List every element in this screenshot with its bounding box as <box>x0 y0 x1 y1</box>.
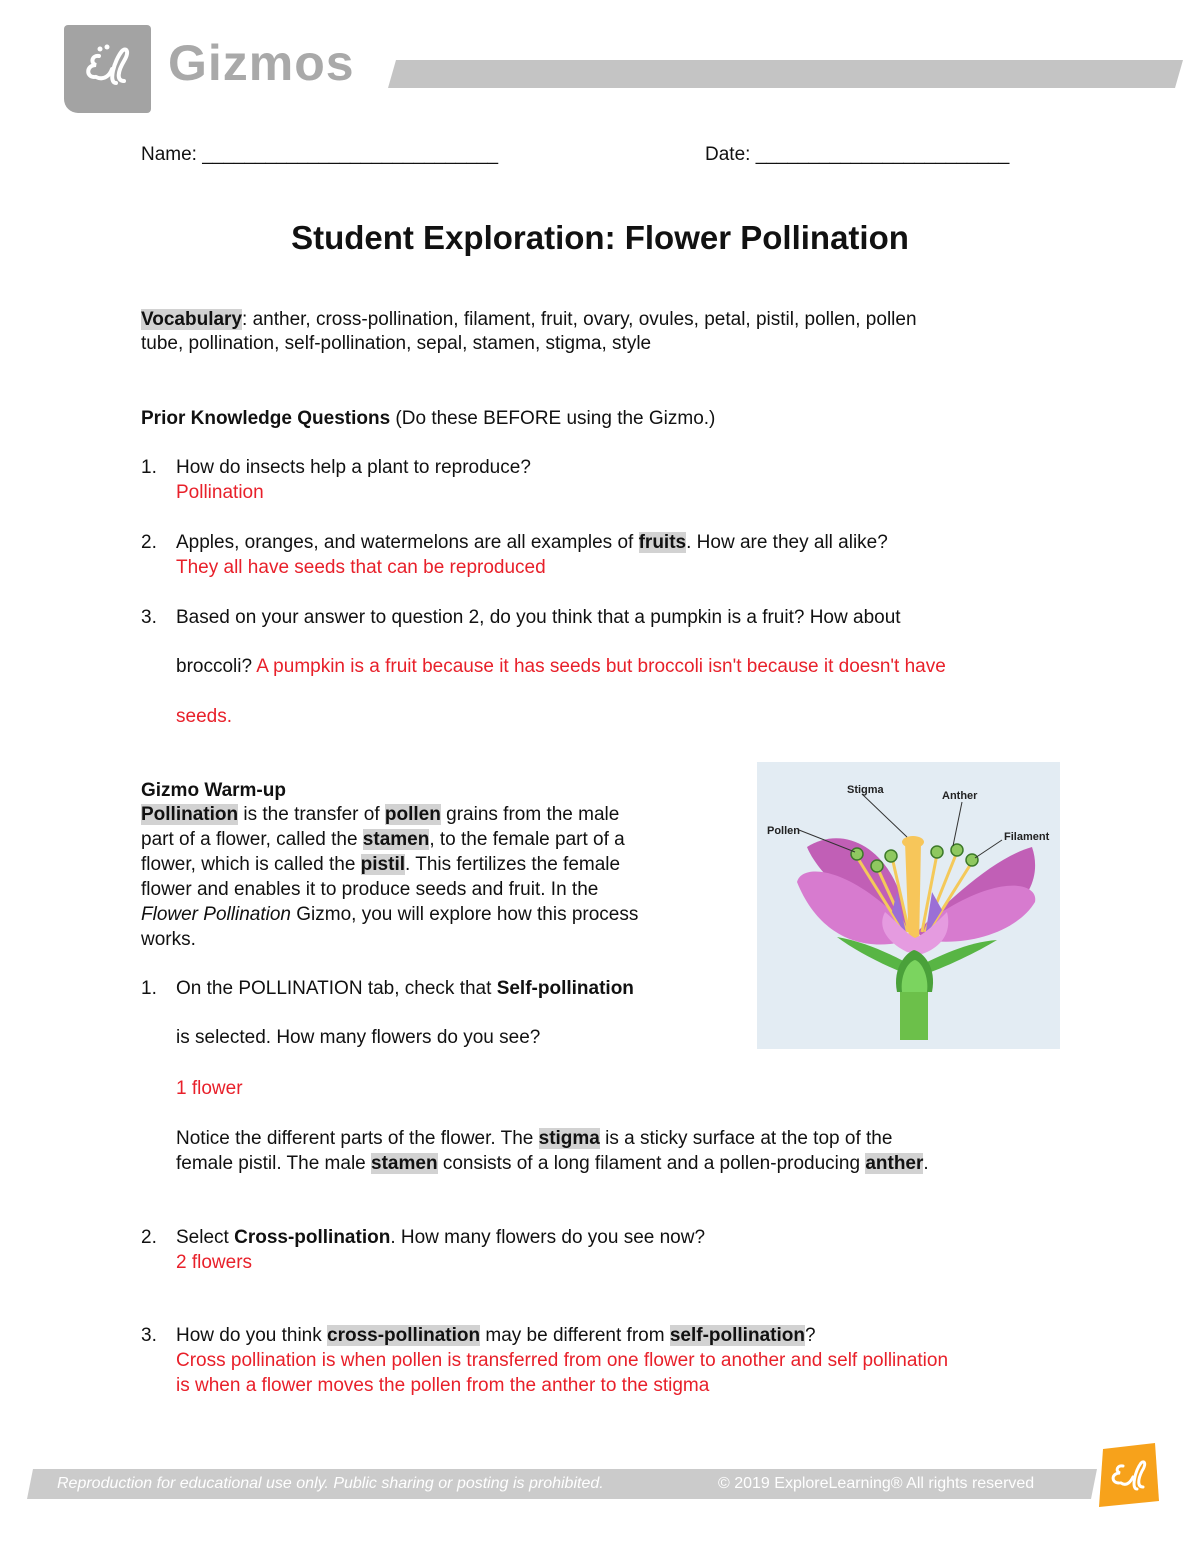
note-text: is a sticky surface at the top of the <box>599 1128 893 1149</box>
prior-q3-answer-end: seeds. <box>176 706 232 727</box>
prior-q2-pre: Apples, oranges, and watermelons are all examples of <box>176 532 639 553</box>
date-line: ________________________ <box>755 144 1010 165</box>
warmup-q2-post: . How many flowers do you see now? <box>390 1227 706 1248</box>
prior-q2-post: . How are they all alike? <box>686 532 888 553</box>
question-number: 1. <box>141 457 157 478</box>
vocabulary-line-2: tube, pollination, self-pollination, sepal, stamen, stigma, style <box>141 333 652 354</box>
stem <box>900 990 928 1040</box>
question-number: 1. <box>141 978 157 999</box>
name-line: ____________________________ <box>202 144 499 165</box>
warmup-heading: Gizmo Warm-up <box>141 780 286 801</box>
warmup-q3-mid: may be different from <box>480 1325 670 1346</box>
label-pollen: Pollen <box>767 825 801 837</box>
warmup-q2-pre: Select <box>176 1227 235 1248</box>
footer-copyright: © 2019 ExploreLearning® All rights reserved <box>718 1475 1035 1492</box>
name-field <box>141 143 498 167</box>
el-logo-icon <box>64 25 151 113</box>
date-label: Date: <box>705 144 756 165</box>
warmup-paragraph-line: works. <box>141 929 196 950</box>
warmup-text: , to the female part of a <box>429 829 625 850</box>
warmup-q1-answer: 1 flower <box>176 1078 243 1099</box>
warmup-paragraph-line <box>141 827 625 852</box>
warmup-text: part of a flower, called the <box>141 829 363 850</box>
term-stamen: stamen <box>371 1153 438 1174</box>
prior-q3-text: Based on your answer to question 2, do you think that a pumpkin is a fruit? How about <box>176 607 901 628</box>
page-title: Student Exploration: Flower Pollination <box>291 219 909 256</box>
warmup-q3-text <box>176 1323 816 1348</box>
question-number: 3. <box>141 607 157 628</box>
stigma <box>902 836 924 848</box>
warmup-q1-text <box>176 976 634 1001</box>
prior-heading-note: (Do these BEFORE using the Gizmo.) <box>390 408 716 429</box>
warmup-q3-answer-2: is when a flower moves the pollen from the anther to the stigma <box>176 1375 710 1396</box>
term-self-pollination: Self-pollination <box>496 978 634 999</box>
name-label: Name: <box>141 144 203 165</box>
note-text: Notice the different parts of the flower. The <box>176 1128 539 1149</box>
prior-q1-answer: Pollination <box>176 482 264 503</box>
brand-name: Gizmos <box>168 35 355 91</box>
note-text: consists of a long filament and a pollen-producing <box>437 1153 866 1174</box>
warmup-q1-pre: On the POLLINATION tab, check that <box>176 978 497 999</box>
prior-q3-text-2: broccoli? <box>176 656 257 677</box>
warmup-q1-note-1 <box>176 1126 892 1151</box>
prior-q1-text: How do insects help a plant to reproduce? <box>176 457 531 478</box>
prior-heading-bold: Prior Knowledge Questions <box>141 408 391 429</box>
term-stamen: stamen <box>362 829 430 850</box>
term-pollen: pollen <box>384 804 441 825</box>
flower-illustration <box>757 762 1060 1049</box>
warmup-text: is the transfer of <box>238 804 385 825</box>
term-pistil: pistil <box>360 854 406 875</box>
question-number: 2. <box>141 532 157 553</box>
flower-diagram <box>757 762 1060 1049</box>
label-filament: Filament <box>1004 831 1050 843</box>
warmup-text: Gizmo, you will explore how this process <box>290 904 639 925</box>
vocabulary-text-1: : anther, cross-pollination, filament, fruit, ovary, ovules, petal, pistil, pollen, pollen <box>242 309 917 330</box>
label-anther: Anther <box>942 790 978 802</box>
prior-knowledge-heading <box>141 406 715 431</box>
warmup-text: flower, which is called the <box>141 854 361 875</box>
warmup-paragraph-line <box>141 902 638 927</box>
prior-q2-text <box>176 530 888 555</box>
term-fruits: fruits <box>638 532 687 553</box>
prior-q2-answer: They all have seeds that can be reproduced <box>176 557 546 578</box>
warmup-text: grains from the male <box>440 804 620 825</box>
warmup-q1-line2: is selected. How many flowers do you see? <box>176 1027 541 1048</box>
term-pollination: Pollination <box>141 804 239 825</box>
warmup-paragraph-line: flower and enables it to produce seeds and fruit. In the <box>141 879 599 900</box>
explorelearning-logo <box>64 25 151 113</box>
question-number: 2. <box>141 1227 157 1248</box>
label-stigma: Stigma <box>847 784 884 796</box>
corner-logo-icon <box>1095 1443 1161 1509</box>
warmup-paragraph-line <box>141 802 619 827</box>
warmup-q3-post: ? <box>804 1325 816 1346</box>
warmup-q1-note-2 <box>176 1151 929 1176</box>
warmup-paragraph-line <box>141 852 620 877</box>
warmup-q2-answer: 2 flowers <box>176 1252 253 1273</box>
question-number: 3. <box>141 1325 157 1346</box>
term-self-pollination: self-pollination <box>669 1325 805 1346</box>
gizmo-name: Flower Pollination <box>141 904 291 925</box>
warmup-q3-pre: How do you think <box>176 1325 328 1346</box>
header-bar <box>388 60 1183 88</box>
date-field <box>705 143 1009 167</box>
vocabulary-line-1 <box>141 307 917 332</box>
warmup-q2-text <box>176 1225 705 1250</box>
vocabulary-label: Vocabulary <box>141 309 243 330</box>
term-cross-pollination: Cross-pollination <box>234 1227 391 1248</box>
term-cross-pollination: cross-pollination <box>327 1325 481 1346</box>
term-anther: anther <box>865 1153 924 1174</box>
term-stigma: stigma <box>538 1128 600 1149</box>
prior-q3-answer: A pumpkin is a fruit because it has seeds but broccoli isn't because it doesn't have <box>256 656 946 677</box>
warmup-text: . This fertilizes the female <box>405 854 621 875</box>
prior-q3-line2 <box>176 654 946 679</box>
footer-notice: Reproduction for educational use only. Public sharing or posting is prohibited. <box>57 1475 604 1492</box>
note-text: . <box>923 1153 929 1174</box>
note-text: female pistil. The male <box>176 1153 372 1174</box>
warmup-q3-answer-1: Cross pollination is when pollen is transferred from one flower to another and self pollination <box>176 1350 949 1371</box>
